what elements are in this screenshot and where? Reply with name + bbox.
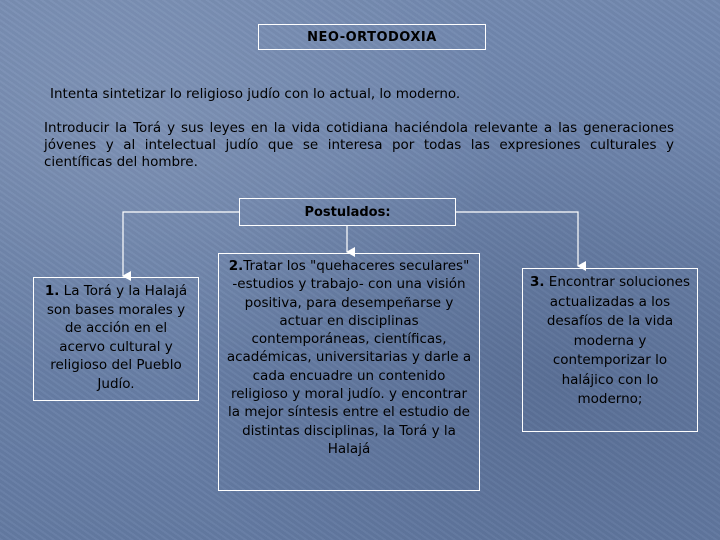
page-title: NEO-ORTODOXIA bbox=[307, 29, 437, 45]
postulado-card-1 bbox=[33, 277, 199, 401]
intro-text: Intenta sintetizar lo religioso judío con lo actual, lo moderno. bbox=[50, 86, 461, 102]
postulado-number-3: 3. bbox=[529, 274, 545, 290]
postulado-number-1: 1. bbox=[44, 283, 60, 299]
postulados-label: Postulados: bbox=[304, 204, 391, 220]
postulado-text-3: Encontrar soluciones actualizadas a los desafíos de la vida moderna y contemporizar lo halájico con lo moderno; bbox=[544, 274, 691, 407]
goal-paragraph: Introducir la Torá y sus leyes en la vida cotidiana haciéndola relevante a las generaciones jóvenes y al intelectual judío que se interesa por todas las expresiones culturales y científicas del hombre. bbox=[44, 120, 674, 170]
postulado-card-2 bbox=[218, 253, 480, 491]
postulado-number-2: 2. bbox=[228, 258, 244, 274]
postulado-text-1: La Torá y la Halajá son bases morales y de acción en el acervo cultural y religioso del Pueblo Judío. bbox=[46, 283, 188, 392]
postulado-text-2: Tratar los "quehaceres seculares" -estudios y trabajo- con una visión positiva, para desempeñarse y actuar en disciplinas contemporáneas, científicas, académicas, universitarias y darle a cada encuadre un contenido religioso y moral judío. y encontrar la mejor síntesis entre el estudio de distintas disciplinas, la Torá y la Halajá bbox=[226, 258, 472, 457]
postulado-card-3 bbox=[522, 268, 698, 432]
